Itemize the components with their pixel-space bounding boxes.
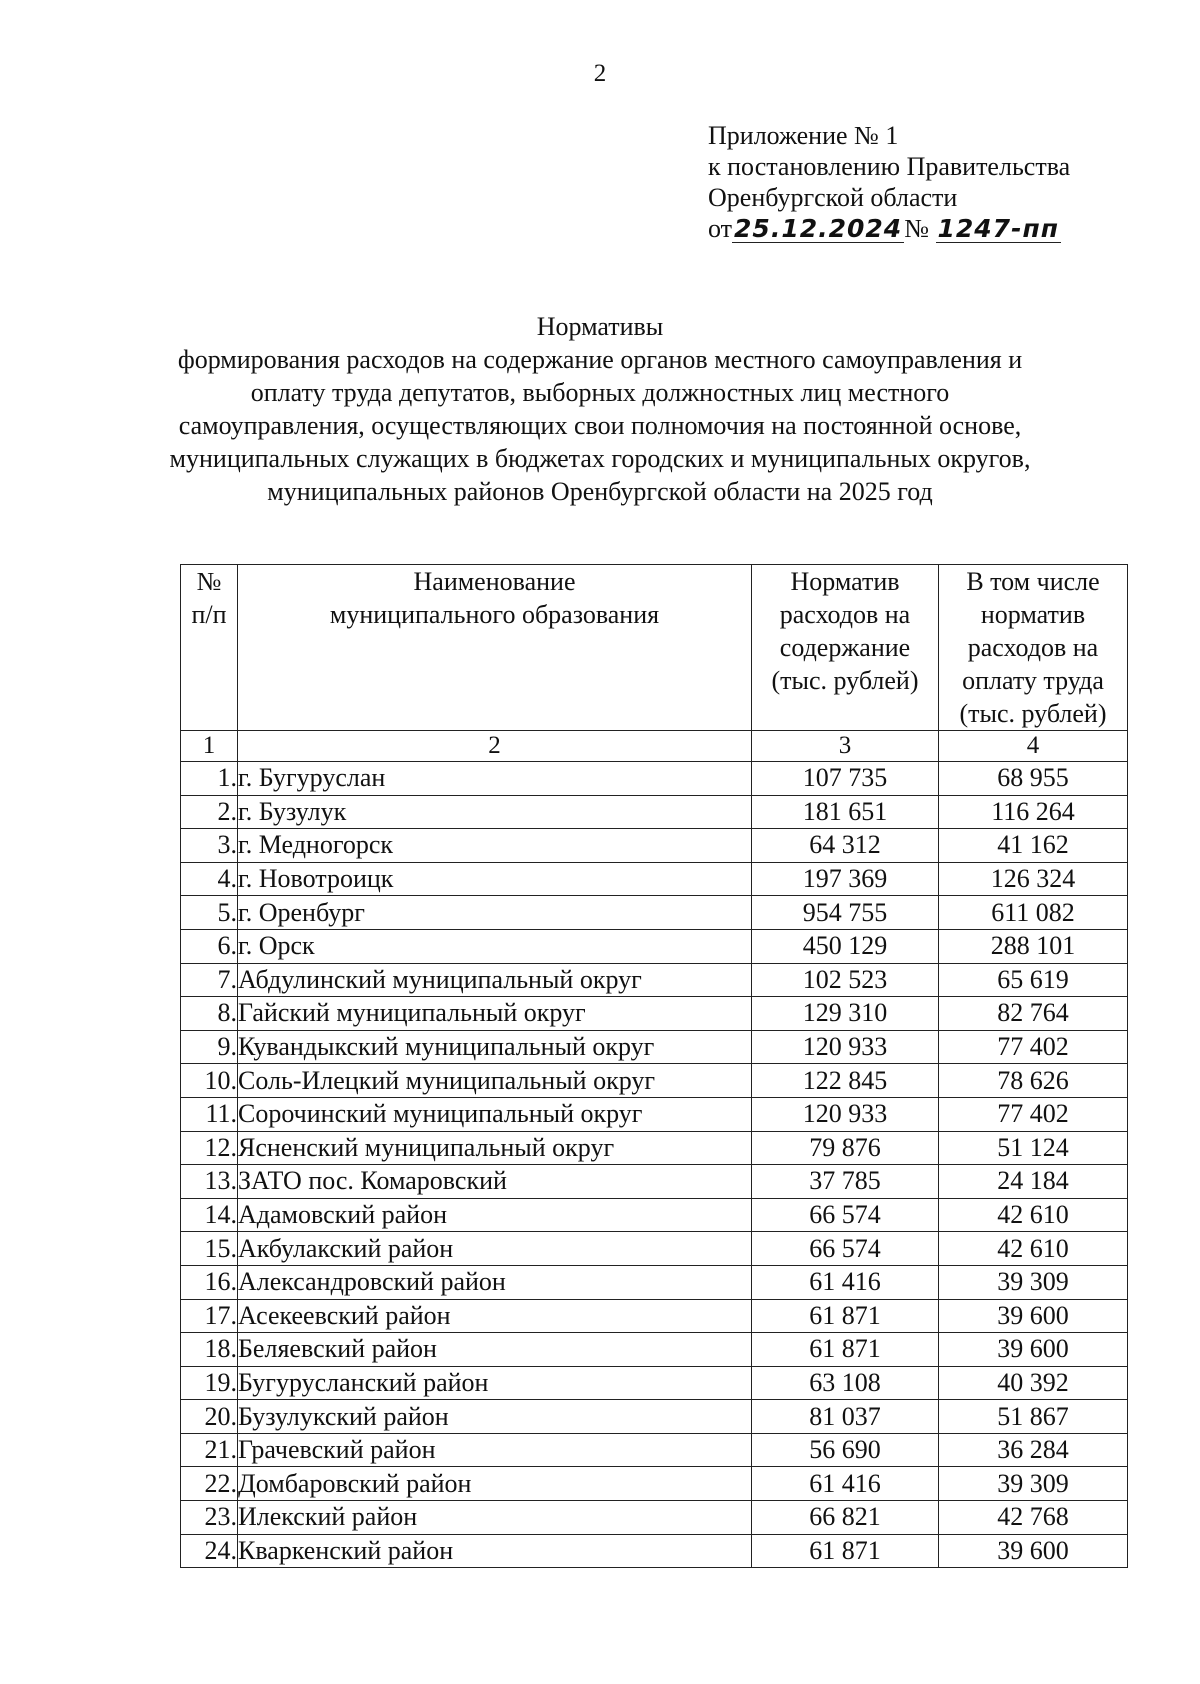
pay-norm-cell: 68 955 — [939, 762, 1128, 796]
expense-norm-cell: 61 871 — [752, 1299, 939, 1333]
row-number-cell: 19. — [181, 1366, 238, 1400]
handwritten-number: 1247-пп — [937, 214, 1060, 243]
title-line: оплату труда депутатов, выборных должностных лиц местного — [250, 378, 950, 407]
title-line: муниципальных районов Оренбургской области на 2025 год — [267, 477, 933, 506]
table-row — [181, 1501, 1128, 1535]
municipality-name-cell: Бузулукский район — [238, 1400, 752, 1434]
column-number: 1 — [181, 731, 238, 762]
municipality-name-cell: Кваркенский район — [238, 1534, 752, 1568]
pay-norm-cell: 42 610 — [939, 1198, 1128, 1232]
table-row — [181, 1534, 1128, 1568]
pay-norm-cell: 82 764 — [939, 997, 1128, 1031]
municipality-name-cell: г. Медногорск — [238, 829, 752, 863]
expense-norm-cell: 81 037 — [752, 1400, 939, 1434]
municipality-name-cell: г. Бузулук — [238, 795, 752, 829]
pay-norm-cell: 116 264 — [939, 795, 1128, 829]
header-total: Норматив расходов на содержание (тыс. рублей) — [752, 565, 939, 731]
table-row — [181, 1198, 1128, 1232]
table-row — [181, 929, 1128, 963]
row-number-cell: 7. — [181, 963, 238, 997]
table-row — [181, 829, 1128, 863]
row-number-cell: 24. — [181, 1534, 238, 1568]
row-number-cell: 20. — [181, 1400, 238, 1434]
expense-norm-cell: 61 871 — [752, 1333, 939, 1367]
expense-norm-cell: 120 933 — [752, 1097, 939, 1131]
pay-norm-cell: 77 402 — [939, 1030, 1128, 1064]
table-row — [181, 1299, 1128, 1333]
expense-norm-cell: 66 574 — [752, 1232, 939, 1266]
expense-norm-cell: 450 129 — [752, 929, 939, 963]
municipality-name-cell: Илекский район — [238, 1501, 752, 1535]
pay-norm-cell: 36 284 — [939, 1433, 1128, 1467]
header-name: Наименование муниципального образования — [238, 565, 752, 731]
table-row — [181, 1030, 1128, 1064]
annex-date-number-line — [708, 213, 1070, 244]
header-number: № п/п — [181, 565, 238, 731]
municipality-name-cell: Александровский район — [238, 1265, 752, 1299]
pay-norm-cell: 77 402 — [939, 1097, 1128, 1131]
municipality-name-cell: Сорочинский муниципальный округ — [238, 1097, 752, 1131]
annex-line-region: Оренбургской области — [708, 183, 958, 212]
expense-norm-cell: 63 108 — [752, 1366, 939, 1400]
municipality-name-cell: Акбулакский район — [238, 1232, 752, 1266]
row-number-cell: 3. — [181, 829, 238, 863]
row-number-cell: 10. — [181, 1064, 238, 1098]
table-row — [181, 1131, 1128, 1165]
pay-norm-cell: 51 867 — [939, 1400, 1128, 1434]
expense-norm-cell: 129 310 — [752, 997, 939, 1031]
table-body — [181, 762, 1128, 1568]
number-label: № — [904, 214, 929, 243]
expense-norm-cell: 64 312 — [752, 829, 939, 863]
row-number-cell: 8. — [181, 997, 238, 1031]
table-row — [181, 1165, 1128, 1199]
municipality-name-cell: г. Орск — [238, 929, 752, 963]
pay-norm-cell: 39 600 — [939, 1299, 1128, 1333]
municipality-name-cell: г. Оренбург — [238, 896, 752, 930]
pay-norm-cell: 288 101 — [939, 929, 1128, 963]
expense-norm-cell: 181 651 — [752, 795, 939, 829]
table-row — [181, 1064, 1128, 1098]
row-number-cell: 21. — [181, 1433, 238, 1467]
expense-norm-cell: 61 416 — [752, 1467, 939, 1501]
row-number-cell: 16. — [181, 1265, 238, 1299]
expense-norm-cell: 61 871 — [752, 1534, 939, 1568]
municipality-name-cell: Адамовский район — [238, 1198, 752, 1232]
row-number-cell: 22. — [181, 1467, 238, 1501]
pay-norm-cell: 65 619 — [939, 963, 1128, 997]
table-row — [181, 1333, 1128, 1367]
municipality-name-cell: Беляевский район — [238, 1333, 752, 1367]
document-title — [140, 310, 1060, 508]
pay-norm-cell: 41 162 — [939, 829, 1128, 863]
pay-norm-cell: 126 324 — [939, 862, 1128, 896]
annex-line-resolution: к постановлению Правительства — [708, 152, 1071, 181]
title-line: муниципальных служащих в бюджетах городских и муниципальных округов, — [169, 444, 1031, 473]
expense-norm-cell: 61 416 — [752, 1265, 939, 1299]
expense-norm-cell: 122 845 — [752, 1064, 939, 1098]
expense-norm-cell: 102 523 — [752, 963, 939, 997]
municipality-name-cell: ЗАТО пос. Комаровский — [238, 1165, 752, 1199]
row-number-cell: 11. — [181, 1097, 238, 1131]
pay-norm-cell: 39 309 — [939, 1467, 1128, 1501]
municipality-name-cell: г. Бугуруслан — [238, 762, 752, 796]
table-row — [181, 1265, 1128, 1299]
table-row — [181, 1433, 1128, 1467]
from-label: от — [708, 214, 733, 243]
row-number-cell: 17. — [181, 1299, 238, 1333]
row-number-cell: 15. — [181, 1232, 238, 1266]
expense-norm-cell: 66 574 — [752, 1198, 939, 1232]
row-number-cell: 9. — [181, 1030, 238, 1064]
title-heading: Нормативы — [536, 312, 664, 341]
annex-title: Приложение № 1 — [708, 121, 899, 150]
expense-norm-cell: 56 690 — [752, 1433, 939, 1467]
column-number: 4 — [939, 731, 1128, 762]
title-line: формирования расходов на содержание органов местного самоуправления и — [177, 345, 1023, 374]
expense-norm-cell: 79 876 — [752, 1131, 939, 1165]
municipality-name-cell: Абдулинский муниципальный округ — [238, 963, 752, 997]
municipality-name-cell: Грачевский район — [238, 1433, 752, 1467]
annex-block — [708, 120, 1070, 244]
pay-norm-cell: 42 768 — [939, 1501, 1128, 1535]
expense-norm-cell: 954 755 — [752, 896, 939, 930]
column-number-row — [181, 731, 1128, 762]
table-row — [181, 896, 1128, 930]
row-number-cell: 23. — [181, 1501, 238, 1535]
pay-norm-cell: 611 082 — [939, 896, 1128, 930]
table-row — [181, 1467, 1128, 1501]
municipality-name-cell: Соль-Илецкий муниципальный округ — [238, 1064, 752, 1098]
row-number-cell: 12. — [181, 1131, 238, 1165]
norms-table — [180, 564, 1128, 1568]
pay-norm-cell: 42 610 — [939, 1232, 1128, 1266]
page-number: 2 — [593, 60, 607, 87]
pay-norm-cell: 39 309 — [939, 1265, 1128, 1299]
expense-norm-cell: 37 785 — [752, 1165, 939, 1199]
pay-norm-cell: 51 124 — [939, 1131, 1128, 1165]
table-row — [181, 1097, 1128, 1131]
table-row — [181, 862, 1128, 896]
expense-norm-cell: 120 933 — [752, 1030, 939, 1064]
municipality-name-cell: Ясненский муниципальный округ — [238, 1131, 752, 1165]
row-number-cell: 14. — [181, 1198, 238, 1232]
title-line: самоуправления, осуществляющих свои полномочия на постоянной основе, — [178, 411, 1022, 440]
row-number-cell: 4. — [181, 862, 238, 896]
pay-norm-cell: 24 184 — [939, 1165, 1128, 1199]
row-number-cell: 13. — [181, 1165, 238, 1199]
table-row — [181, 963, 1128, 997]
municipality-name-cell: Бугурусланский район — [238, 1366, 752, 1400]
table-row — [181, 795, 1128, 829]
column-number: 2 — [238, 731, 752, 762]
expense-norm-cell: 107 735 — [752, 762, 939, 796]
row-number-cell: 6. — [181, 929, 238, 963]
row-number-cell: 1. — [181, 762, 238, 796]
expense-norm-cell: 66 821 — [752, 1501, 939, 1535]
pay-norm-cell: 78 626 — [939, 1064, 1128, 1098]
pay-norm-cell: 40 392 — [939, 1366, 1128, 1400]
table-row — [181, 1400, 1128, 1434]
table-row — [181, 762, 1128, 796]
row-number-cell: 18. — [181, 1333, 238, 1367]
handwritten-date: 25.12.2024 — [734, 214, 903, 243]
table-header-row — [181, 565, 1128, 731]
municipality-name-cell: Домбаровский район — [238, 1467, 752, 1501]
row-number-cell: 5. — [181, 896, 238, 930]
municipality-name-cell: Кувандыкский муниципальный округ — [238, 1030, 752, 1064]
expense-norm-cell: 197 369 — [752, 862, 939, 896]
column-number: 3 — [752, 731, 939, 762]
table-row — [181, 997, 1128, 1031]
municipality-name-cell: Гайский муниципальный округ — [238, 997, 752, 1031]
pay-norm-cell: 39 600 — [939, 1534, 1128, 1568]
header-pay: В том числе норматив расходов на оплату труда (тыс. рублей) — [939, 565, 1128, 731]
municipality-name-cell: Асекеевский район — [238, 1299, 752, 1333]
municipality-name-cell: г. Новотроицк — [238, 862, 752, 896]
row-number-cell: 2. — [181, 795, 238, 829]
table-row — [181, 1232, 1128, 1266]
table-row — [181, 1366, 1128, 1400]
pay-norm-cell: 39 600 — [939, 1333, 1128, 1367]
